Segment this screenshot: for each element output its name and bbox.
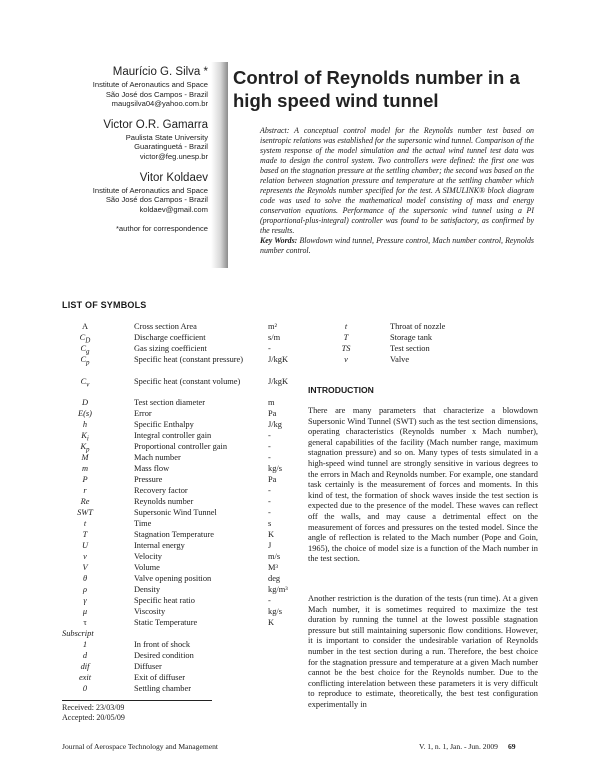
symbol-unit: s/m <box>268 333 281 342</box>
symbol-unit: - <box>268 596 271 605</box>
symbol-desc: Specific heat (constant volume) <box>134 377 241 386</box>
subscript-symbol: d <box>82 651 88 660</box>
author-affiliation: Institute of Aeronautics and Space <box>92 80 208 89</box>
symbol-unit: Pa <box>268 475 277 484</box>
symbol: $K_i$ <box>81 431 89 443</box>
symbol-desc: Specific heat (constant pressure) <box>134 355 244 364</box>
author-affiliation: Paulista State University <box>125 132 208 142</box>
symbol-desc: Volume <box>134 563 160 572</box>
symbol-unit: J <box>268 541 272 550</box>
symbol-desc: Viscosity <box>134 607 166 616</box>
introduction-paragraph: Another restriction is the duration of the tests (run time). At a given Mach number, it is sometimes required to maximize the test duration by running the tunnel at the lowest possible stagnation pressure but still maintaining supersonic flow conditions. However, it is important to consider the undesirable variation of Reynolds number in the test section during a run. Therefore, the best choice for the stagnation pressure and temperature at a given Mach number cannot be the best choice for the Reynolds number. Due to the conflicting interelation between these parameters it is very difficult to reproduce to estimate, theoretically, the best test configuration experimentally in <box>308 594 538 709</box>
symbol-unit: kg/s <box>268 607 282 616</box>
author-location: São José dos Campos - Brazil <box>105 89 208 99</box>
author-block <box>60 66 208 109</box>
dates-separator <box>62 700 212 701</box>
subscript-symbol: t <box>344 322 348 331</box>
symbol: h <box>82 420 88 429</box>
symbol-desc: Density <box>134 585 161 594</box>
author-location: São José dos Campos - Brazil <box>105 195 208 205</box>
symbol: γ <box>83 596 87 605</box>
symbol: P <box>82 475 88 484</box>
symbol-desc: Time <box>134 519 152 528</box>
symbol-desc: Integral controller gain <box>134 431 212 440</box>
symbol-desc: Discharge coefficient <box>134 333 206 342</box>
subscript-desc: Storage tank <box>390 333 433 342</box>
symbol-unit: J/kgK <box>268 377 289 386</box>
symbol: $C_D$ <box>79 333 91 345</box>
symbol-desc: Cross section Area <box>134 322 197 331</box>
subscript-symbol: dif <box>80 662 90 671</box>
symbol-unit: Pa <box>268 409 277 418</box>
symbol-desc: Static Temperature <box>134 618 198 627</box>
symbol-unit: s <box>268 519 272 528</box>
symbol-unit: - <box>268 508 271 517</box>
received-date: Received: 23/03/09 <box>62 703 125 712</box>
subscript-desc: Exit of diffuser <box>134 673 186 682</box>
symbol: $C_p$ <box>80 355 90 367</box>
symbol-desc: Mach number <box>134 453 181 462</box>
author-email[interactable]: koldaev@gmail.com <box>139 204 208 214</box>
list-of-symbols-heading: LIST OF SYMBOLS <box>62 300 147 310</box>
symbol-unit: m/s <box>268 552 281 561</box>
author-email[interactable]: victor@feg.unesp.br <box>139 151 208 161</box>
symbol-desc: Stagnation Temperature <box>134 530 214 539</box>
symbol: τ <box>83 618 87 627</box>
symbol-desc: Supersonic Wind Tunnel <box>134 508 217 517</box>
symbol-desc: Test section diameter <box>134 398 206 407</box>
symbol-unit: - <box>268 486 271 495</box>
symbol-desc: Mass flow <box>134 464 170 473</box>
author-affiliation: Institute of Aeronautics and Space <box>92 185 208 195</box>
author-location: Guaratinguetá - Brazil <box>134 142 208 152</box>
symbol-unit: - <box>268 344 271 353</box>
subscript-symbol: T <box>343 333 349 342</box>
symbol-desc: Valve opening position <box>134 574 212 583</box>
abstract-text: Abstract: A conceptual control model for the Reynolds number test based on isentropic relations was established for the supersonic wind tunnel. Comparison of the system response of the model simulation and the actual wind tunnel test data was made to design the control system. Two controllers were defined: the first one was based on the stagnation pressure at the settling chamber; the second was based on the relation between stagnation pressure and temperature at the settling chamber which represents the Reynolds number specified for the test. A SIMULINK® block diagram code was used to solve the mathematical model consisting of mass and energy conservation equations. Performance of the supersonic wind tunnel using a PI (proportional-plus-integral) controller was found to be satisfactory, as confirmed by the results. <box>260 126 534 235</box>
issue-text: V. 1, n. 1, Jan. - Jun. 2009 <box>419 742 498 751</box>
symbol: μ <box>82 607 88 616</box>
symbol-unit: m² <box>268 322 278 331</box>
symbol: θ <box>82 574 88 583</box>
author-block <box>60 172 208 215</box>
subscript-symbol: 0 <box>82 684 88 693</box>
symbol: A <box>81 322 89 331</box>
introduction-heading: INTRODUCTION <box>308 385 374 395</box>
subscript-symbol: exit <box>78 673 92 682</box>
symbol: U <box>81 541 89 550</box>
symbol-unit: m <box>268 398 275 407</box>
subscript-symbol: 1 <box>82 640 88 649</box>
issue-info <box>419 742 516 751</box>
symbol-unit: deg <box>268 574 281 583</box>
symbol: r <box>83 486 87 495</box>
symbol: T <box>82 530 88 539</box>
symbol-desc: Internal energy <box>134 541 185 550</box>
symbol-unit: J/kg <box>268 420 282 429</box>
journal-name: Journal of Aerospace Technology and Management <box>62 742 219 751</box>
symbol-desc: Error <box>134 409 152 418</box>
symbol: $K_p$ <box>80 442 90 454</box>
symbol: v <box>83 552 87 561</box>
subscript-desc: Test section <box>390 344 430 353</box>
author-list <box>60 66 208 233</box>
abstract <box>260 126 534 256</box>
author-name: Victor O.R. Gamarra <box>103 118 208 131</box>
decorative-gradient-strip <box>211 62 228 268</box>
symbol: SWT <box>77 508 93 517</box>
symbol-desc: Velocity <box>134 552 162 561</box>
author-name: Maurício G. Silva * <box>112 66 208 78</box>
symbol-desc: Reynolds number <box>134 497 194 506</box>
symbol: m <box>81 464 89 473</box>
subscript-label: Subscript <box>62 629 94 638</box>
symbol: E(s) <box>78 409 92 418</box>
subscript-symbol: TS <box>341 344 351 353</box>
symbol-desc: Proportional controller gain <box>134 442 228 451</box>
symbol-unit: - <box>268 431 271 440</box>
keywords-label: Key Words: <box>260 236 298 245</box>
author-block <box>60 119 208 162</box>
symbol: V <box>82 563 88 572</box>
symbol: M <box>81 453 89 462</box>
subscript-desc: In front of shock <box>134 640 191 649</box>
subscript-desc: Diffuser <box>134 662 162 671</box>
symbol-desc: Specific heat ratio <box>134 596 195 605</box>
symbol: $C_v$ <box>80 377 90 389</box>
keywords-line <box>260 236 534 256</box>
symbol: ρ <box>82 585 88 594</box>
author-name: Vitor Koldaev <box>139 171 208 184</box>
symbol-unit: M³ <box>268 563 278 572</box>
subscript-desc: Valve <box>390 355 410 364</box>
symbol-unit: - <box>268 442 271 451</box>
subscript-desc: Throat of nozzle <box>390 322 446 331</box>
symbol-desc: Specific Enthalpy <box>134 420 194 429</box>
symbol-desc: Gas sizing coefficient <box>134 344 207 353</box>
subscript-desc: Settling chamber <box>134 684 191 693</box>
introduction-paragraph: There are many parameters that characterize a blowdown Supersonic Wind Tunnel (SWT) such as the test section dimensions, operating characteristics (Reynolds number x Mach number), general capabilities of the facility (Mach number range, maximum stagnation pressure) and so on. Many types of tests simulated in a high-speed wind tunnel are strongly sensitive in various degrees to the errors in Mach and Reynolds number. For example, one standard task certainly is the measurement of forces and moments. In this kind of test, the formation of shock waves inside the test section is expected due to the presence of the model. These waves can reflect off the walls, and may cause a detrimental effect on the measurement of forces and pressures on the tested model. Since the angle of reflection is related to the Mach number (Pope and Goin, 1965), the choice of model size is a function of the Mach number in the test section. <box>308 406 538 564</box>
paper-title: Control of Reynolds number in a high speed wind tunnel <box>233 67 520 111</box>
subscript-symbol: v <box>344 355 348 364</box>
correspondence-note: *author for correspondence <box>115 224 208 234</box>
submission-dates <box>62 703 125 723</box>
page-number: 69 <box>507 742 516 751</box>
symbol-desc: Recovery factor <box>134 486 188 495</box>
symbol-unit: - <box>268 453 271 462</box>
accepted-date: Accepted: 20/05/09 <box>62 713 125 722</box>
symbol-unit: J/kgK <box>268 355 289 364</box>
symbol: $C_g$ <box>80 344 90 356</box>
author-email[interactable]: maugsilva04@yahoo.com.br <box>111 99 208 109</box>
symbol-unit: K <box>268 530 275 539</box>
symbol-unit: - <box>268 497 271 506</box>
symbol: Re <box>80 497 90 506</box>
symbol-unit: kg/s <box>268 464 282 473</box>
symbol: t <box>83 519 87 528</box>
symbol-desc: Pressure <box>134 475 163 484</box>
symbol: D <box>81 398 89 407</box>
keywords-text: Blowdown wind tunnel, Pressure control, Mach number control, Reynolds number control. <box>260 236 535 255</box>
subscript-desc: Desired condition <box>134 651 194 660</box>
symbol-unit: K <box>268 618 275 627</box>
symbol-unit: kg/m³ <box>268 585 288 594</box>
